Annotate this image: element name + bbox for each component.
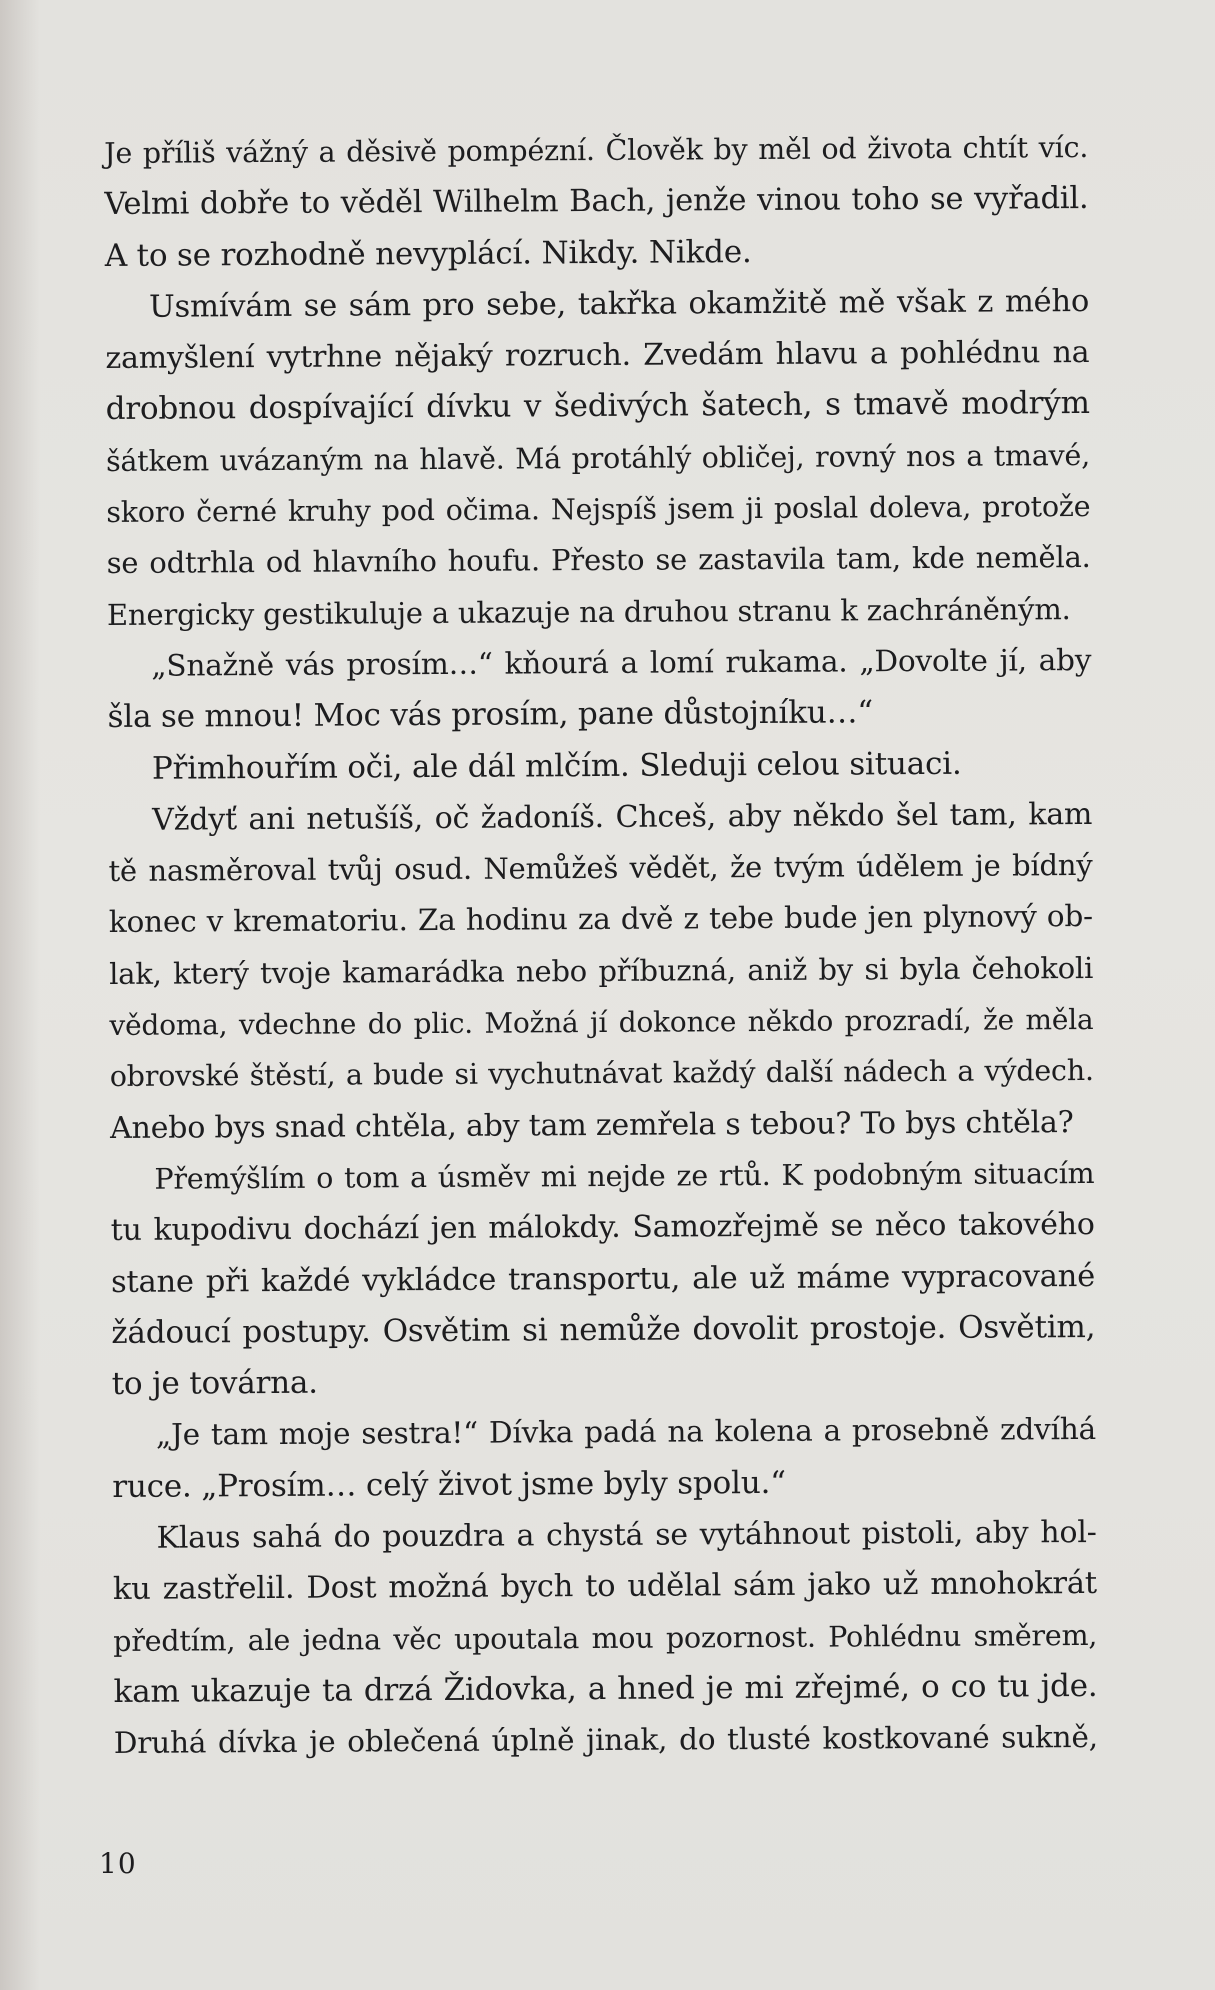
text-line: tě nasměroval tvůj osud. Nemůžeš vědět, že tvým údělem je bídný (108, 848, 1093, 889)
text-line: A to se rozhodně nevyplácí. Nikdy. Nikde. (104, 233, 752, 274)
text-line: Energicky gestikuluje a ukazuje na druhou stranu k zachráněným. (106, 591, 1071, 632)
text-line: lak, který tvoje kamarádka nebo příbuzná, aniž by si byla čehokoli (109, 950, 1094, 991)
text-line: Je příliš vážný a děsivě pompézní. Člověk by měl od života chtít víc. (104, 130, 1089, 170)
text-line: šátkem uvázaným na hlavě. Má protáhlý obličej, rovný nos a tmavé, (105, 438, 1091, 478)
text-line: Velmi dobře to věděl Wilhelm Bach, jenže vinou toho se vyřadil. (104, 181, 1089, 223)
text-line: ku zastřelil. Dost možná bych to udělal sám jako už mnohokrát (112, 1566, 1098, 1608)
text-line: zamyšlení vytrhne nějaký rozruch. Zvedám hlavu a pohlédnu na (105, 335, 1090, 377)
body-text (104, 122, 1098, 1769)
text-line: se odtrhla od hlavního houfu. Přesto se zastavila tam, kde neměla. (106, 540, 1091, 581)
text-line: Přemýšlím o tom a úsměv mi nejde ze rtů. K podobným situacím (154, 1156, 1095, 1196)
text-line: skoro černé kruhy pod očima. Nejspíš jsem ji poslal doleva, protože (106, 490, 1091, 530)
text-line: obrovské štěstí, a bude si vychutnávat každý další nádech a výdech. (109, 1054, 1094, 1094)
text-line: drobnou dospívající dívku v šedivých šatech, s tmavě modrým (105, 385, 1090, 428)
text-line: „Snažně vás prosím…“ kňourá a lomí rukama. „Dovolte jí, aby (151, 642, 1092, 683)
text-line: to je továrna. (111, 1364, 319, 1403)
text-line: tu kupodivu dochází jen málokdy. Samozřejmě se něco takového (110, 1207, 1095, 1249)
text-line: předtím, ale jedna věc upoutala mou pozornost. Pohlédnu směrem, (113, 1618, 1098, 1658)
text-line: Klaus sahá do pouzdra a chystá se vytáhnout pistoli, aby hol- (156, 1514, 1097, 1556)
text-line: Usmívám se sám pro sebe, takřka okamžitě mě však z mého (148, 283, 1090, 325)
text-line: Anebo bys snad chtěla, aby tam zemřela s tebou? To bys chtěla? (110, 1104, 1074, 1146)
text-line: Vždyť ani netušíš, oč žadoníš. Chceš, aby někdo šel tam, kam (152, 796, 1093, 838)
text-line: konec v krematoriu. Za hodinu za dvě z tebe bude jen plynový ob- (108, 899, 1093, 940)
text-line: vědoma, vdechne do plic. Možná jí dokonce někdo prozradí, že měla (109, 1003, 1094, 1043)
text-line: žádoucí postupy. Osvětim si nemůže dovolit prostoje. Osvětim, (111, 1308, 1096, 1351)
text-line: ruce. „Prosím… celý život jsme byly spolu.“ (112, 1464, 786, 1505)
text-line: Přimhouřím oči, ale dál mlčím. Sleduji celou situaci. (151, 745, 962, 787)
text-line: stane při každé vykládce transportu, ale už máme vypracované (110, 1258, 1096, 1300)
page-number: 10 (99, 1847, 137, 1880)
text-line: kam ukazuje ta drzá Židovka, a hned je mi zřejmé, o co tu jde. (113, 1667, 1098, 1710)
text-line: šla se mnou! Moc vás prosím, pane důstojníku…“ (107, 694, 874, 736)
text-line: „Je tam moje sestra!“ Dívka padá na kolena a prosebně zdvíhá (155, 1412, 1097, 1453)
text-line: Druhá dívka je oblečená úplně jinak, do tlusté kostkované sukně, (113, 1720, 1098, 1761)
